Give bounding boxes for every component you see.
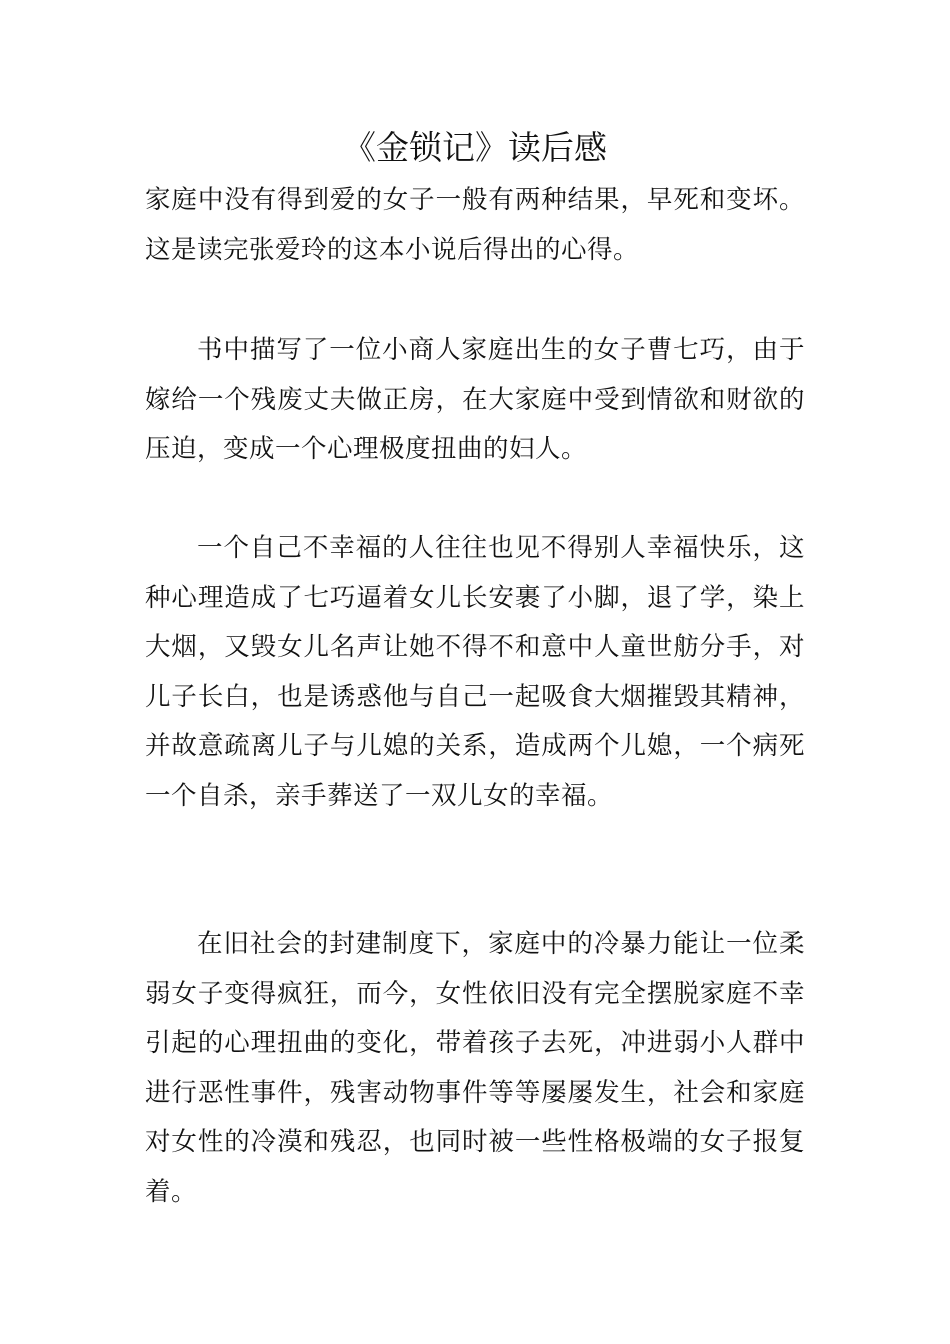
document-title: 《金锁记》读后感 xyxy=(343,128,607,167)
paragraph-analysis: 一个自己不幸福的人往往也见不得别人幸福快乐，这种心理造成了七巧逼着女儿长安裹了小脚，退了学，染上大烟，又毁女儿名声让她不得不和意中人童世舫分手，对儿子长白，也是诱惑他与自己一起吸食大烟摧毁其精神，并故意疏离儿子与儿媳的关系，造成两个儿媳，一个病死一个自杀，亲手葬送了一双儿女的幸福。 xyxy=(145,533,805,811)
paragraph-summary: 书中描写了一位小商人家庭出生的女子曹七巧，由于嫁给一个残废丈夫做正房，在大家庭中受到情欲和财欲的压迫，变成一个心理极度扭曲的妇人。 xyxy=(145,335,805,464)
paragraph-intro: 家庭中没有得到爱的女子一般有两种结果，早死和变坏。这是读完张爱玲的这本小说后得出的心得。 xyxy=(145,185,805,265)
paragraph-reflection: 在旧社会的封建制度下，家庭中的冷暴力能让一位柔弱女子变得疯狂，而今，女性依旧没有完全摆脱家庭不幸引起的心理扭曲的变化，带着孩子去死，冲进弱小人群中进行恶性事件，残害动物事件等等屡屡发生，社会和家庭对女性的冷漠和残忍，也同时被一些性格极端的女子报复着。 xyxy=(145,929,805,1207)
